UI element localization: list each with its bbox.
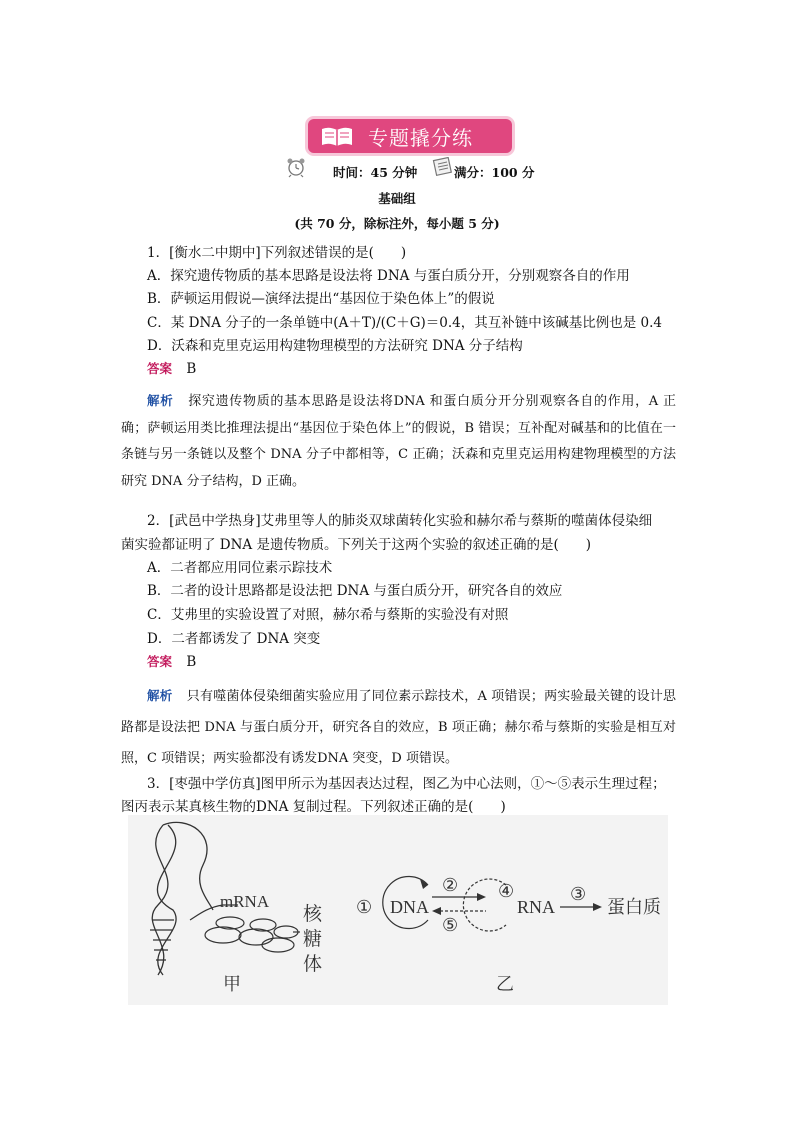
- process-3-label: ③: [570, 884, 587, 904]
- q2-option-b: B．二者的设计思路都是设法把 DNA 与蛋白质分开，研究各自的效应: [147, 583, 563, 599]
- protein-label: 蛋白质: [607, 897, 661, 917]
- open-book-icon: [320, 125, 354, 147]
- q1-explanation: [121, 388, 676, 495]
- translation-arrowhead: [593, 903, 602, 911]
- q1-option-b: B．萨顿运用假说—演绎法提出“基因位于染色体上”的假说: [147, 291, 495, 307]
- ribosome-cluster: [205, 917, 300, 952]
- q1-option-a: A．探究遗传物质的基本思路是设法将 DNA 与蛋白质分开，分别观察各自的作用: [147, 268, 630, 284]
- process-4-label: ④: [498, 881, 515, 901]
- q2-answer-row: [147, 653, 196, 671]
- q1-explanation-text: 探究遗传物质的基本思路是设法将DNA 和蛋白质分开分别观察各自的作用，A 正确；萨顿运用类比推理法提出“基因位于染色体上”的假说，B 错误；互补配对碱基和的比值在一条链与另一条链以及整个 DNA 分子中都相等，C 正确；沃森和克里克运用构建物理模型的方法研究 DNA 分子结构，D 正确。: [121, 394, 676, 489]
- figure-jia-caption: 甲: [223, 974, 241, 994]
- q3-stem-line1: 3．[枣强中学仿真]图甲所示为基因表达过程，图乙为中心法则，①～⑤表示生理过程；: [147, 776, 666, 792]
- q1-explanation-label: 解析: [147, 393, 174, 408]
- ribosome-label-3: 体: [303, 954, 323, 975]
- full-score: 满分：100 分: [454, 165, 535, 180]
- q2-explanation: [121, 680, 676, 774]
- q2-option-d: D．二者都诱发了 DNA 突变: [147, 631, 321, 647]
- q1-stem: 1．[衡水二中期中]下列叙述错误的是( ): [147, 245, 407, 261]
- mrna-label: mRNA: [220, 892, 270, 911]
- group-note: (共 70 分，除标注外，每小题 5 分): [294, 216, 500, 231]
- dna-helix: [150, 822, 213, 975]
- time-limit: 时间：45 分钟: [333, 165, 418, 180]
- process-2-label: ②: [442, 875, 459, 895]
- rna-label: RNA: [517, 897, 556, 917]
- q1-answer-row: [147, 360, 196, 378]
- q3-stem-line2: 图丙表示某真核生物的DNA 复制过程。下列叙述正确的是( ): [121, 799, 506, 815]
- group-title: 基础组: [378, 191, 416, 206]
- q2-explanation-label: 解析: [147, 688, 173, 703]
- q2-answer-label: 答案: [147, 654, 173, 669]
- ribosome-label-2: 糖: [303, 929, 323, 950]
- figure-svg: [128, 815, 668, 1005]
- title-banner: [308, 119, 512, 153]
- process-1-label: ①: [356, 897, 373, 917]
- process-5-label: ⑤: [442, 915, 459, 935]
- q1-answer: B: [186, 361, 197, 377]
- ribosome-label-1: 核: [303, 904, 323, 925]
- q2-option-c: C．艾弗里的实验设置了对照，赫尔希与蔡斯的实验没有对照: [147, 607, 509, 623]
- score-paper-icon: [432, 157, 456, 177]
- q1-option-c: C．某 DNA 分子的一条单链中(A＋T)/(C＋G)＝0.4，其互补链中该碱基比例也是 0.4: [147, 315, 663, 331]
- q2-stem-line2: 菌实验都证明了 DNA 是遗传物质。下列关于这两个实验的叙述正确的是( ): [121, 537, 592, 553]
- dna-label: DNA: [390, 897, 429, 917]
- transcription-arrowhead: [477, 893, 486, 901]
- q2-stem-line1: 2．[武邑中学热身]艾弗里等人的肺炎双球菌转化实验和赫尔希与蔡斯的噬菌体侵染细: [147, 513, 653, 529]
- q2-explanation-text: 只有噬菌体侵染细菌实验应用了同位素示踪技术，A 项错误；两实验最关键的设计思路都是设法把 DNA 与蛋白质分开，研究各自的效应，B 项正确；赫尔希与蔡斯的实验是相互对照，C 项错误；两实验都没有诱发DNA 突变，D 项错误。: [121, 689, 676, 766]
- q2-option-a: A．二者都应用同位素示踪技术: [147, 560, 333, 576]
- figure-yi-caption: 乙: [496, 974, 514, 994]
- q2-answer: B: [186, 654, 197, 670]
- q1-option-d: D．沃森和克里克运用构建物理模型的方法研究 DNA 分子结构: [147, 338, 523, 354]
- figure-panel: [128, 815, 668, 1005]
- banner-title: 专题撬分练: [368, 126, 473, 150]
- reverse-transcription-arrowhead: [432, 907, 441, 915]
- alarm-clock-icon: [285, 156, 307, 178]
- q1-answer-label: 答案: [147, 361, 173, 376]
